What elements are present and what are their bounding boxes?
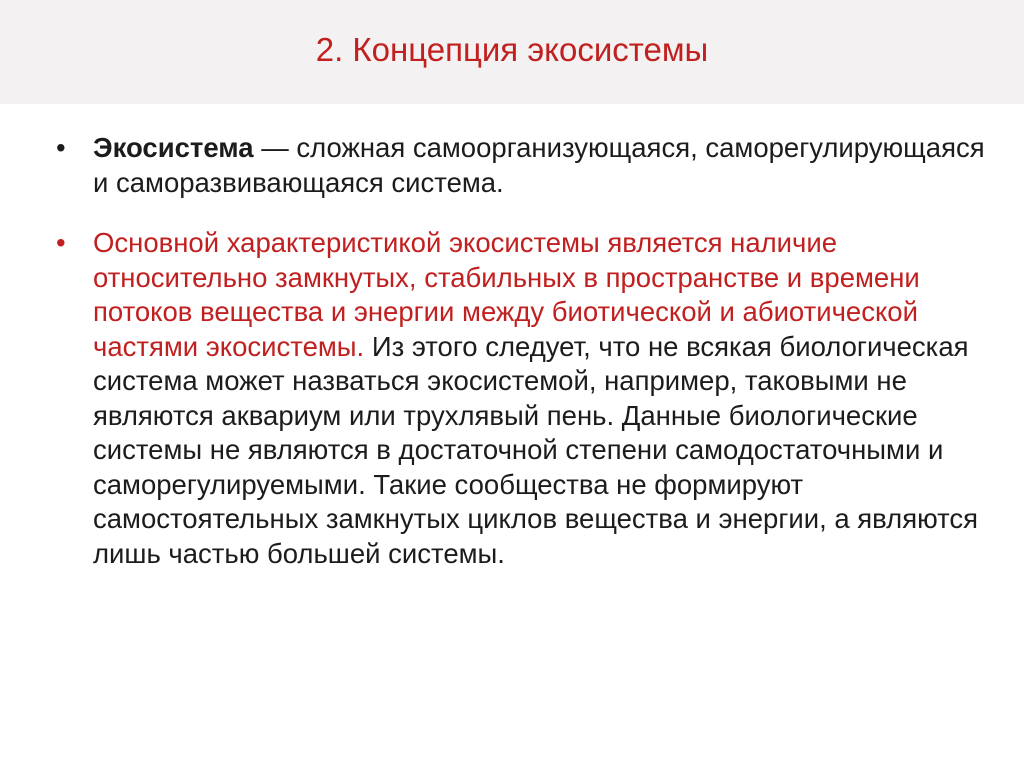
definition-text: — сложная самоорганизующаяся, саморегулирующаяся и саморазвивающаяся система. <box>93 132 985 198</box>
bullet-marker: • <box>56 227 66 258</box>
explanation-text: Из этого следует, что не всякая биологическая система может назваться экосистемой, например, таковыми не являются аквариум или трухлявый пень. Данные биологические системы не являются в достаточной степени самодостаточными и саморегулируемыми. Такие сообщества не формируют самостоятельных замкнутых циклов вещества и энергии, а являются лишь частью большей системы. <box>93 330 979 569</box>
slide-title: 2. Концепция экосистемы <box>315 31 709 68</box>
bullet-definition <box>56 131 986 200</box>
bullet-list <box>56 131 986 571</box>
term-ecosystem: Экосистема <box>93 132 254 163</box>
highlighted-characteristic: Основной характеристикой экосистемы является наличие относительно замкнутых, стабильных в пространстве и времени потоков вещества и энергии между биотической и абиотической частями экосистемы. <box>93 227 920 362</box>
bullet-marker: • <box>56 132 66 163</box>
bullet-characteristic <box>56 226 986 571</box>
